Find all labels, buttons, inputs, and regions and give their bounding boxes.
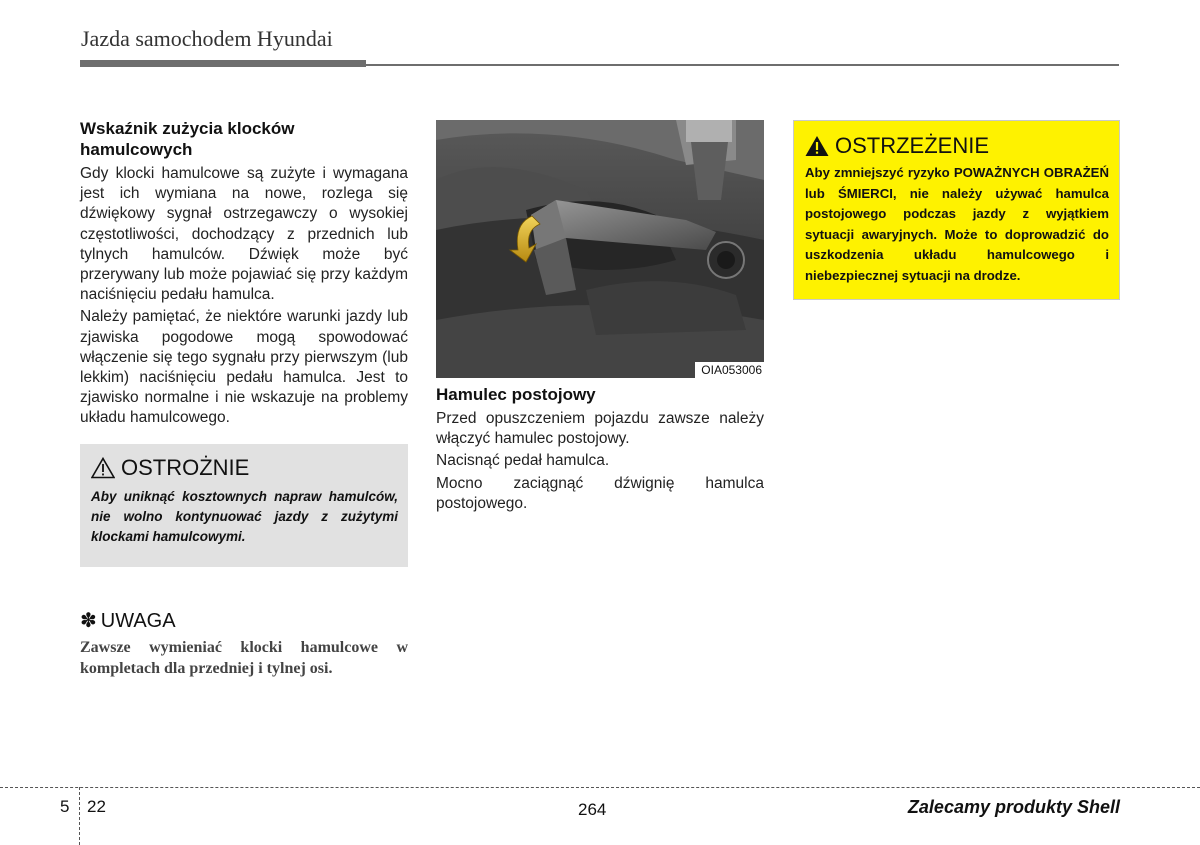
note-block <box>80 609 408 679</box>
caution-title-row <box>91 455 398 481</box>
parking-brake-paragraph-3: Mocno zaciągnąć dźwignię hamulca postojowego. <box>436 474 764 512</box>
parking-brake-heading: Hamulec postojowy <box>436 385 596 404</box>
warning-triangle-icon <box>805 135 829 157</box>
caution-triangle-icon <box>91 457 115 479</box>
brake-wear-paragraph-2: Należy pamiętać, że niektóre warunki jazdy lub zjawiska pogodowe mogą spowodować włączenie się tego sygnału przy pierwszym (lub lekkim) naciśnięciu pedału hamulca. Jest to zjawisko normalne i nie wskazuje na problemy układu hamulcowego. <box>80 308 408 427</box>
warning-title: OSTRZEŻENIE <box>835 133 990 158</box>
caution-box <box>80 444 408 567</box>
right-column <box>793 120 1120 300</box>
footer-brand-text: Zalecamy produkty Shell <box>907 797 1120 817</box>
footer-dashed-rule <box>0 787 1200 788</box>
asterisk-icon: ✽ <box>80 609 97 632</box>
chapter-page-number: 22 <box>87 797 106 816</box>
parking-brake-illustration <box>436 120 764 378</box>
photo-code-label: OIA053006 <box>695 362 764 378</box>
footer-dashed-divider <box>79 787 80 845</box>
note-title: UWAGA <box>100 609 176 632</box>
chapter-number: 5 <box>60 797 70 816</box>
note-title-row <box>80 609 408 633</box>
caution-text: Aby uniknąć kosztownych napraw hamulców, nie wolno kontynuować jazdy z zużytymi klockami hamulcowymi. <box>91 488 398 544</box>
brake-wear-heading: Wskaźnik zużycia klocków hamulcowych <box>80 119 295 159</box>
caution-title: OSTROŻNIE <box>121 454 250 480</box>
parking-brake-photo <box>436 120 764 378</box>
note-text: Zawsze wymieniać klocki hamulcowe w kompletach dla przedniej i tylnej osi. <box>80 638 408 677</box>
brake-wear-paragraph-1: Gdy klocki hamulcowe są zużyte i wymagana jest ich wymiana na nowe, rozlega się dźwiękowy sygnał ostrzegawczy o wysokiej częstotliwości, dochodzący z przednich lub tylnych hamulców. Dźwięk może być przerywany lub może pojawiać się przy każdym naciśnięciu pedału hamulca. <box>80 165 408 304</box>
document-page-number: 264 <box>578 800 607 819</box>
page-header-title: Jazda samochodem Hyundai <box>81 26 333 51</box>
warning-box <box>793 120 1120 300</box>
warning-title-row <box>805 133 1109 159</box>
middle-column <box>436 120 764 514</box>
header-bar <box>80 60 366 67</box>
parking-brake-paragraph-1: Przed opuszczeniem pojazdu zawsze należy włączyć hamulec postojowy. <box>436 410 764 448</box>
header-rule <box>366 64 1119 66</box>
left-column <box>80 118 408 679</box>
warning-text: Aby zmniejszyć ryzyko POWAŻNYCH OBRAŻEŃ lub ŚMIERCI, nie należy używać hamulca postojowego podczas jazdy z wyjątkiem sytuacji awaryjnych. Może to doprowadzić do uszkodzenia układu hamulcowego i niebezpiecznej sytuacji na drodze. <box>805 165 1109 283</box>
parking-brake-paragraph-2: Nacisnąć pedał hamulca. <box>436 452 610 470</box>
